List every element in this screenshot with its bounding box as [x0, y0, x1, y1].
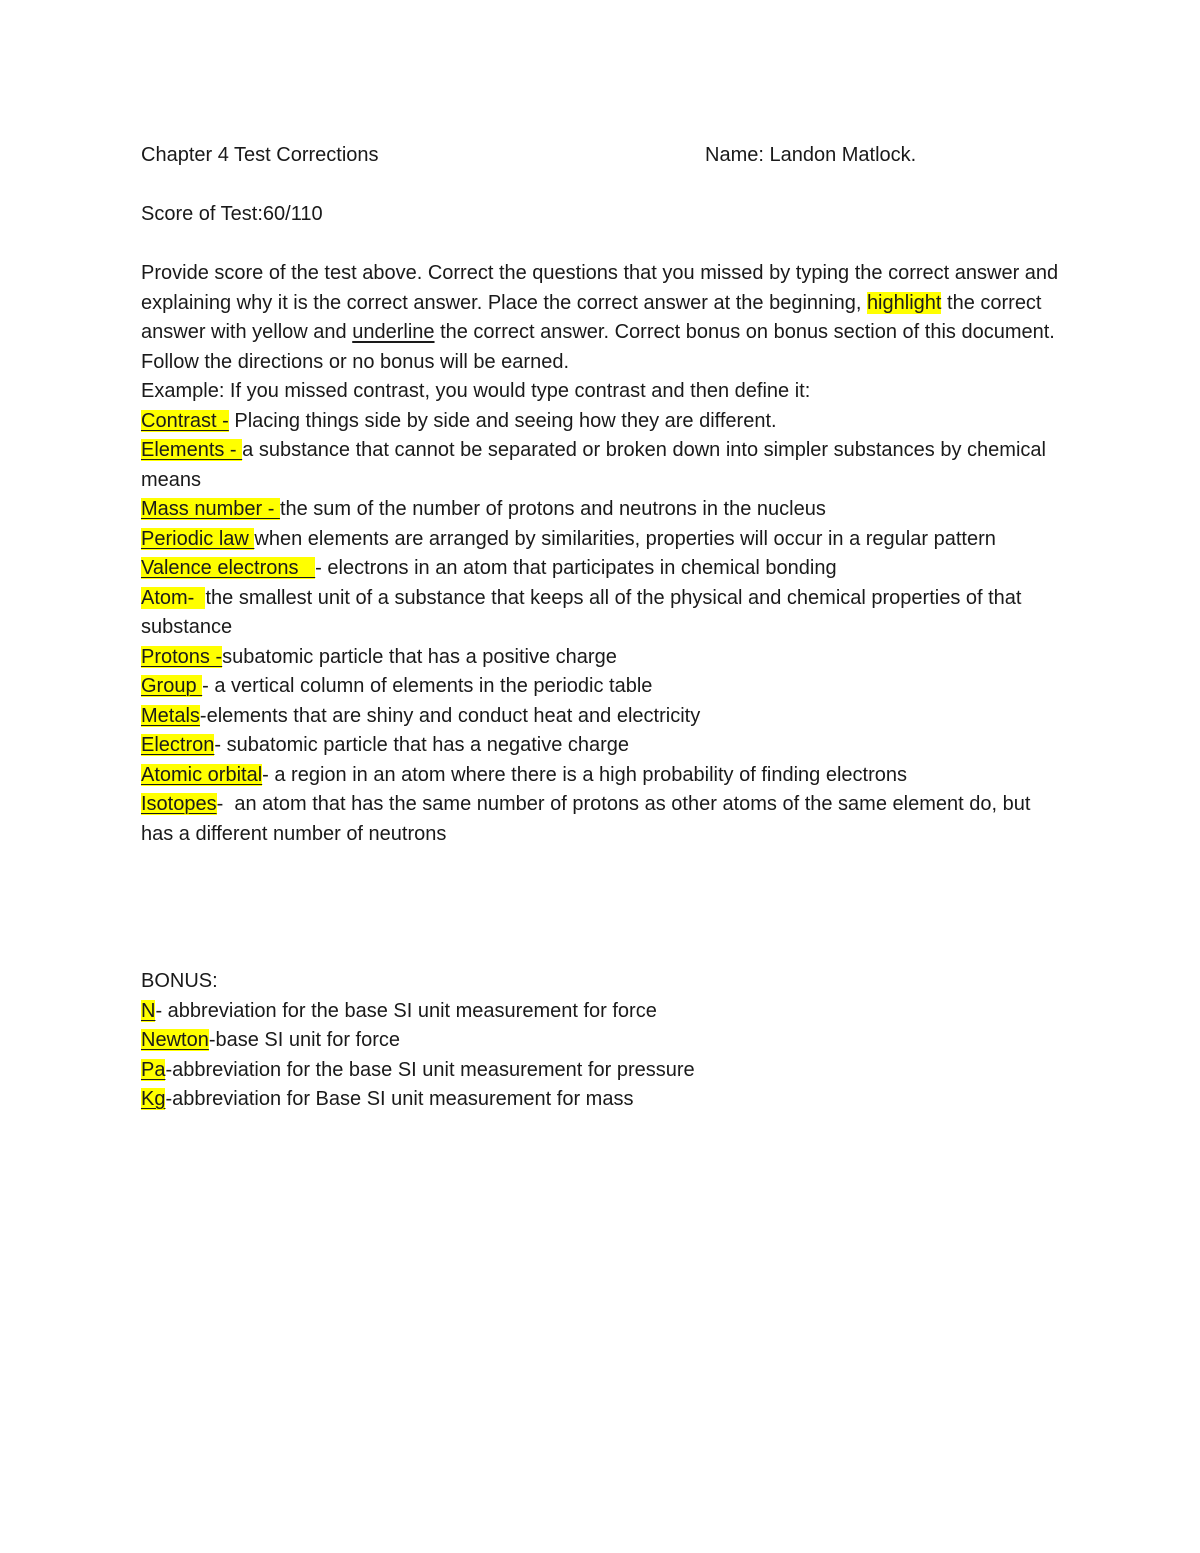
term-label: Periodic law	[141, 527, 255, 550]
term-label: Electron	[141, 734, 215, 756]
bonus-term-label: N	[141, 999, 156, 1022]
bonus-term-definition: -base SI unit for force	[208, 1029, 401, 1051]
instructions-part-3: the correct answer. Correct bonus on bonus section of this document. Follow the directions or no bonus will be earned.	[141, 321, 1055, 373]
bonus-term-label: Newton	[141, 1029, 209, 1051]
term-item-metals	[141, 702, 1061, 732]
term-label: Protons -	[141, 645, 223, 668]
instructions-part-2: the correct answer with yellow and	[141, 291, 1042, 343]
term-definition: - a vertical column of elements in the periodic table	[202, 675, 653, 697]
term-item-atom	[141, 584, 1061, 643]
term-definition: when elements are arranged by similarities, properties will occur in a regular pattern	[254, 527, 996, 550]
example-line: Example: If you missed contrast, you would type contrast and then define it:	[141, 380, 811, 402]
term-definition: the smallest unit of a substance that keeps all of the physical and chemical properties of that substance	[141, 586, 1022, 638]
term-list	[141, 407, 1061, 850]
spacer	[141, 230, 1061, 260]
term-label: Contrast -	[141, 409, 229, 432]
term-label: Metals	[141, 704, 200, 727]
term-item-contrast	[141, 407, 1061, 437]
term-definition: - subatomic particle that has a negative charge	[214, 734, 630, 756]
term-item-valence-electrons	[141, 554, 1061, 584]
term-item-mass-number	[141, 495, 1061, 525]
term-definition: Placing things side by side and seeing how they are different.	[228, 409, 777, 432]
term-item-periodic-law	[141, 525, 1061, 555]
term-definition: -elements that are shiny and conduct heat and electricity	[199, 704, 701, 727]
bonus-list	[141, 997, 1061, 1115]
bonus-term-label: Kg	[141, 1088, 166, 1110]
term-item-protons	[141, 643, 1061, 673]
bonus-item-kg	[141, 1085, 1061, 1115]
term-definition: the sum of the number of protons and neutrons in the nucleus	[279, 498, 826, 520]
instructions-part-1: Provide score of the test above. Correct the questions that you missed by typing the correct answer and explaining why it is the correct answer. Place the correct answer at the beginning,	[141, 262, 1059, 314]
term-definition: - an atom that has the same number of protons as other atoms of the same element do, but has a different number of neutrons	[141, 793, 1036, 845]
term-label: Isotopes	[141, 793, 217, 815]
term-item-isotopes	[141, 790, 1061, 849]
term-label: Elements -	[141, 439, 243, 461]
term-definition: a substance that cannot be separated or broken down into simpler substances by chemical means	[141, 439, 1046, 491]
highlight-word: highlight	[866, 291, 942, 314]
bonus-title: BONUS:	[141, 970, 218, 992]
document-content	[141, 141, 1061, 1115]
term-item-electron	[141, 731, 1061, 761]
term-label: Atom-	[141, 586, 206, 609]
underline-word: underline	[352, 321, 435, 343]
term-definition: subatomic particle that has a positive charge	[222, 645, 617, 668]
bonus-term-definition: -abbreviation for the base SI unit measurement for pressure	[165, 1058, 695, 1081]
term-definition: - electrons in an atom that participates in chemical bonding	[315, 557, 837, 579]
term-label: Valence electrons	[141, 557, 316, 579]
document-title: Chapter 4 Test Corrections	[141, 144, 379, 166]
bonus-term-definition: - abbreviation for the base SI unit measurement for force	[155, 999, 657, 1022]
bonus-item-pa	[141, 1056, 1061, 1086]
term-definition: - a region in an atom where there is a high probability of finding electrons	[262, 763, 907, 786]
instructions-paragraph	[141, 259, 1061, 377]
test-score: Score of Test:60/110	[141, 203, 323, 225]
spacer	[141, 849, 1061, 967]
term-label: Mass number -	[141, 498, 280, 520]
bonus-item-newton	[141, 1026, 1061, 1056]
bonus-term-label: Pa	[141, 1058, 166, 1081]
term-label: Group	[141, 675, 203, 697]
term-item-atomic-orbital	[141, 761, 1061, 791]
spacer	[141, 171, 1061, 201]
term-item-group	[141, 672, 1061, 702]
term-item-elements	[141, 436, 1061, 495]
bonus-item-n	[141, 997, 1061, 1027]
student-name: Name: Landon Matlock.	[705, 144, 917, 166]
term-label: Atomic orbital	[141, 763, 263, 786]
bonus-term-definition: -abbreviation for Base SI unit measurement for mass	[165, 1088, 634, 1110]
header-line	[141, 141, 1061, 171]
